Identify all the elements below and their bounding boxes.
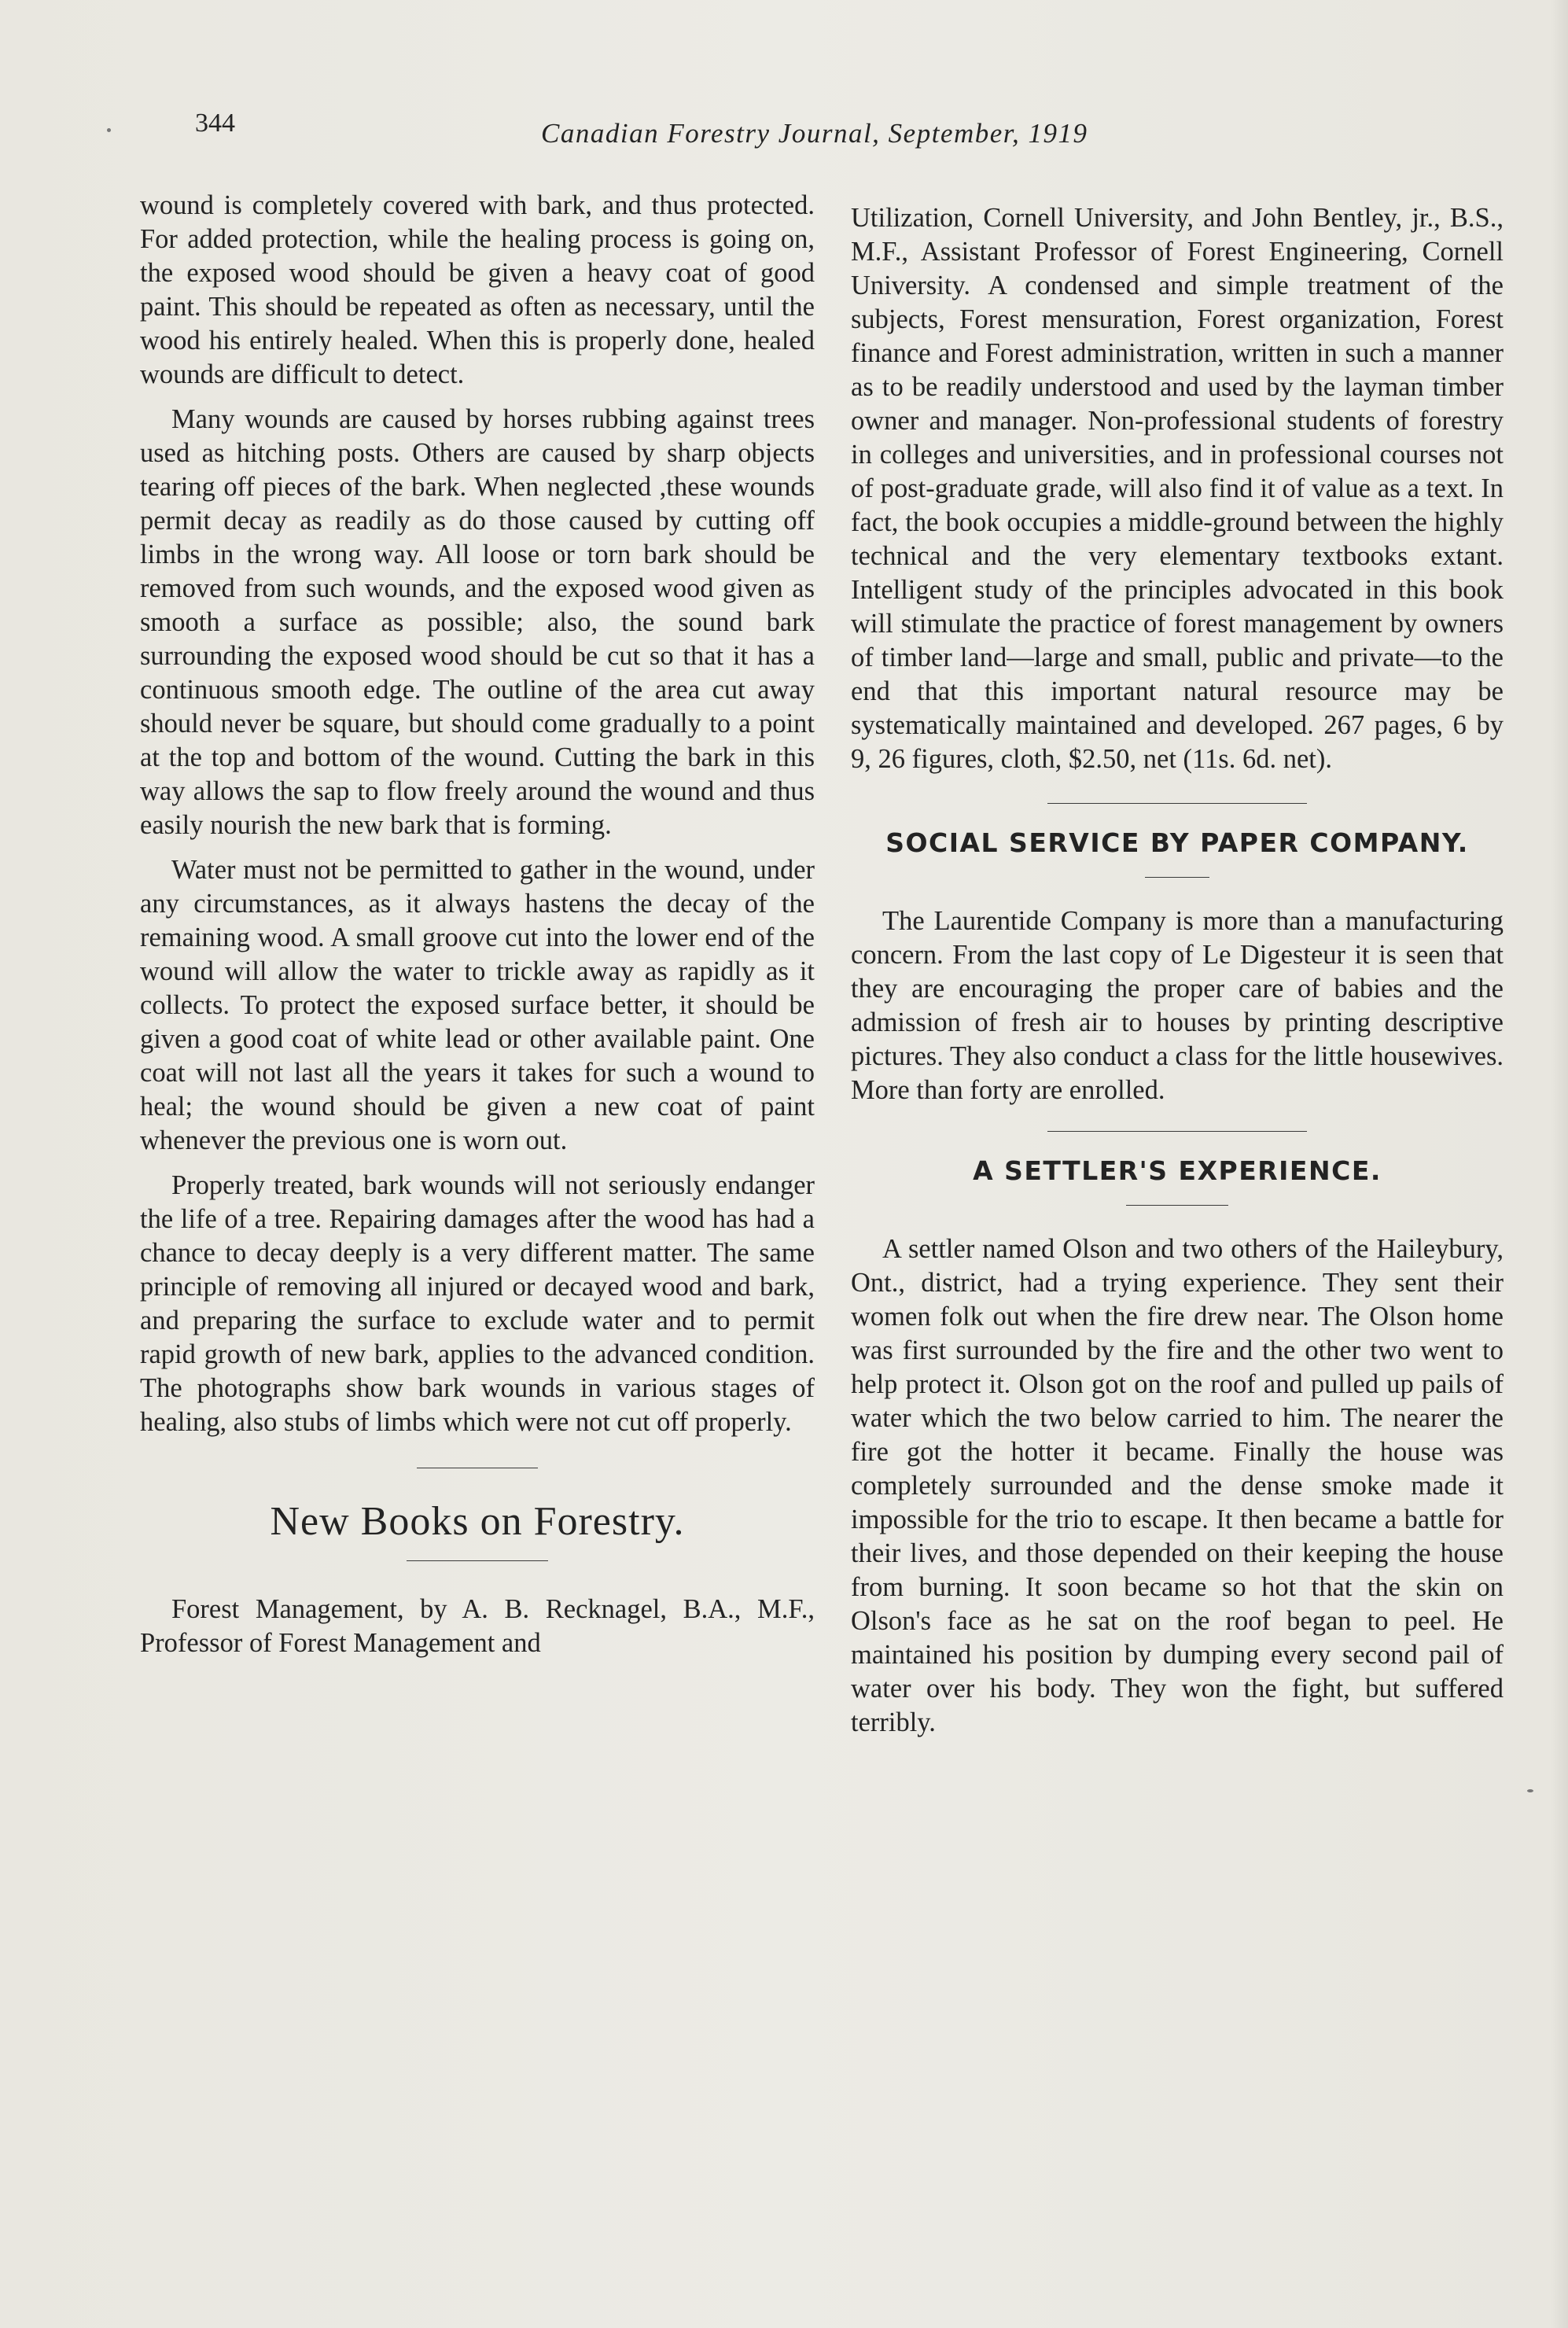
running-head: Canadian Forestry Journal, September, 1919 <box>541 118 1088 149</box>
left-column <box>140 189 815 1660</box>
section-heading-books: New Books on Forestry. <box>270 1499 685 1544</box>
paragraph: Forest Management, by A. B. Recknagel, B.A., M.F., Professor of Forest Management and <box>140 1594 815 1658</box>
paragraph: A settler named Olson and two others of the Haileybury, Ont., district, had a trying experience. They sent their women folk out when the fire drew near. The Olson home was first surrounded by the fire and the other two went to help protect it. Olson got on the roof and pulled up pails of water which the two below carried to him. The nearer the fire got the hotter it became. Finally the house was completely surrounded and the dense smoke made it impossible for the trio to escape. It then became a battle for their lives, and those depended on their keeping the house from burning. It soon became so hot that the skin on Olson's face as he sat on the roof began to peel. He maintained his position by dumping every second pail of water over his body. They won the fight, but suffered terribly. <box>851 1234 1504 1737</box>
paragraph: Many wounds are caused by horses rubbing against trees used as hitching posts. Others are caused by sharp objects tearing off pieces of the bark. When neglected ,these wounds permit decay as readily as do those caused by cutting off limbs in the wrong way. All loose or torn bark should be removed from such wounds, and the exposed wood given as smooth a surface as possible; also, the sound bark surrounding the exposed wood should be cut so that it has a continuous smooth edge. The outline of the area cut away should never be square, but should come gradually to a point at the top and bottom of the wound. Cutting the bark in this way allows the sap to flow freely around the wound and thus easily nourish the new bark that is forming. <box>140 404 815 840</box>
paragraph: Utilization, Cornell University, and John Bentley, jr., B.S., M.F., Assistant Professor of Forest Engineering, Cornell University. A condensed and simple treatment of the subjects, Forest mensuration, Forest organization, Forest finance and Forest administration, written in such a manner as to be readily understood and used by the layman timber owner and manager. Non-professional students of forestry in colleges and universities, and in professional courses not of post-graduate grade, will also find it of value as a text. In fact, the book occupies a middle-ground between the highly technical and the very elementary textbooks extant. Intelligent study of the principles advocated in this book will stimulate the practice of forest management by owners of timber land—large and small, public and private—to the end that this important natural resource may be systematically maintained and developed. 267 pages, 6 by 9, 26 figures, cloth, $2.50, net (11s. 6d. net). <box>851 203 1504 774</box>
section-divider <box>1047 803 1307 804</box>
paragraph: Water must not be permitted to gather in the wound, under any circumstances, as it always hastens the decay of the remaining wood. A small groove cut into the lower end of the wound will allow the water to trickle away as rapidly as it collects. To protect the exposed surface better, it should be given a good coat of white lead or other available paint. One coat will not last all the years it takes for such a wound to heal; the wound should be given a new coat of paint whenever the previous one is worn out. <box>140 855 815 1155</box>
scan-speck <box>107 128 111 132</box>
heading-underline <box>1126 1205 1228 1206</box>
page-number: 344 <box>195 109 235 138</box>
scan-speck <box>1527 1789 1533 1792</box>
heading-underline <box>407 1560 548 1561</box>
page-edge-shadow <box>1551 0 1568 2328</box>
section-divider <box>1047 1131 1307 1132</box>
section-heading-settler: A SETTLER'S EXPERIENCE. <box>973 1155 1382 1186</box>
right-column <box>851 201 1504 1740</box>
paragraph: wound is completely covered with bark, and thus protected. For added protection, while the healing process is going on, the exposed wood should be given a heavy coat of good paint. This should be repeated as often as necessary, until the wood his entirely healed. When this is properly done, healed wounds are difficult to detect. <box>140 190 815 389</box>
paragraph: The Laurentide Company is more than a manufacturing concern. From the last copy of Le Digesteur it is seen that they are encouraging the proper care of babies and the admission of fresh air to houses by printing descriptive pictures. They also conduct a class for the little housewives. More than forty are enrolled. <box>851 906 1504 1105</box>
heading-underline <box>1145 877 1209 878</box>
section-heading-social-service: SOCIAL SERVICE BY PAPER COMPANY. <box>885 827 1469 858</box>
paragraph: Properly treated, bark wounds will not seriously endanger the life of a tree. Repairing damages after the wood has had a chance to decay deeply is a very different matter. The same principle of removing all injured or decayed wood and bark, and preparing the surface to exclude water and to permit rapid growth of new bark, applies to the advanced condition. The photographs show bark wounds in various stages of healing, also stubs of limbs which were not cut off properly. <box>140 1170 815 1437</box>
